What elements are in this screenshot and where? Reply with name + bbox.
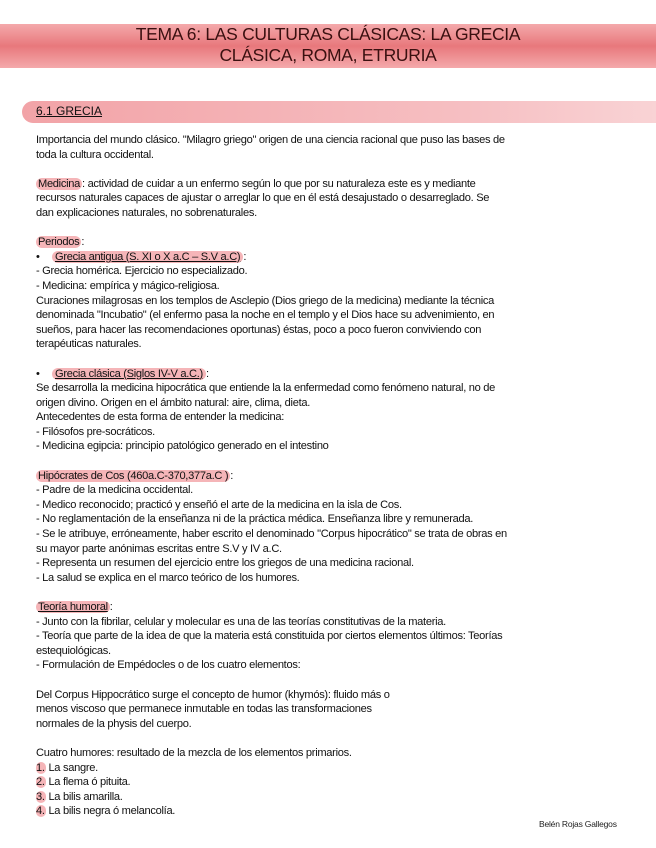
periodos-heading: Periodos : <box>38 236 85 249</box>
bullet: • <box>36 367 40 380</box>
medicina-term: Medicina <box>38 177 80 190</box>
humores-intro: Cuatro humores: resultado de la mezcla de los elementos primarios. <box>36 746 352 759</box>
antigua-line-2: - Medicina: empírica y mágico-religiosa. <box>36 279 220 292</box>
hipocrates-heading: Hipócrates de Cos (460a.C-370,377a.C ) : <box>38 469 234 482</box>
humor-item: 2. La flema ó pituita. <box>36 776 131 789</box>
hipocrates-line-4: - Se le atribuye, erróneamente, haber escrito el denominado "Corpus hipocrático" se trata de obras en <box>36 528 507 541</box>
antigua-line-3: Curaciones milagrosas en los templos de Asclepio (Dios griego de la medicina) mediante la técnica <box>36 294 495 307</box>
humor-item: 4. La bilis negra ó melancolía. <box>36 805 176 818</box>
antigua-heading: • Grecia antigua (S. XI o X a.C – S.V a.C) : <box>36 250 247 263</box>
hipocrates-line-7: - La salud se explica en el marco teórico de los humores. <box>36 571 300 584</box>
hipocrates-line-2: - Medico reconocido; practicó y enseñó el arte de la medicina en la isla de Cos. <box>36 498 402 511</box>
page-title <box>0 24 656 66</box>
hipocrates-line-6: - Representa un resumen del ejercicio entre los griegos de una medicina racional. <box>36 557 414 570</box>
antigua-line-6: terapéuticas naturales. <box>36 338 142 351</box>
document-body <box>36 133 608 819</box>
antigua-line-1: - Grecia homérica. Ejercicio no especializado. <box>36 265 248 278</box>
clasica-line-3: Antecedentes de esta forma de entender la medicina: <box>36 411 285 424</box>
teoria-line-2: - Teoría que parte de la idea de que la materia está constituida por ciertos elementos últimos: Teorías <box>36 630 503 643</box>
humor-item: 3. La bilis amarilla. <box>36 790 123 803</box>
intro-line-1: Importancia del mundo clásico. "Milagro griego" origen de una ciencia racional que puso las bases de <box>36 134 505 146</box>
corpus-line-3: normales de la physis del cuerpo. <box>36 717 192 730</box>
teoria-line-4: - Formulación de Empédocles o de los cuatro elementos: <box>36 659 301 672</box>
corpus-line-1: Del Corpus Hippocrático surge el concepto de humor (khymós): fluido más o <box>36 688 390 701</box>
corpus-line-2: menos viscoso que permanece inmutable en todas las transformaciones <box>36 703 372 716</box>
clasica-line-2: origen divino. Origen en el ámbito natural: aire, clima, dieta. <box>36 396 311 409</box>
intro-line-2: toda la cultura occidental. <box>36 148 154 161</box>
clasica-line-4: - Filósofos pre-socráticos. <box>36 425 155 438</box>
section-number: 6.1 <box>36 104 57 118</box>
hipocrates-line-1: - Padre de la medicina occidental. <box>36 484 193 497</box>
clasica-line-1: Se desarrolla la medicina hipocrática que entiende la la enfermedad como fenómeno natural, no de <box>36 382 496 395</box>
bullet: • <box>36 250 40 263</box>
teoria-line-3: estequiológicas. <box>36 644 111 657</box>
medicina-line-2: recursos naturales capaces de ajustar o arreglar lo que en él está desajustado o desarreglado. Se <box>36 192 490 205</box>
section-name: GRECIA <box>56 104 103 118</box>
humor-item: 1. La sangre. <box>36 761 98 774</box>
teoria-heading: Teoría humoral : <box>38 601 113 613</box>
author-name: Belén Rojas Gallegos <box>539 819 617 829</box>
hipocrates-line-3: - No reglamentación de la enseñanza ni de la práctica médica. Enseñanza libre y remunerada. <box>36 513 474 526</box>
title-line-1: TEMA 6: LAS CULTURAS CLÁSICAS: LA GRECIA <box>135 24 521 44</box>
hipocrates-line-5: su mayor parte anónimas escritas entre S.V y IV a.C. <box>36 542 282 555</box>
clasica-label: Grecia clásica (Siglos IV-V a.C.) <box>52 368 206 380</box>
clasica-heading: • Grecia clásica (Siglos IV-V a.C.) : <box>36 367 209 380</box>
antigua-line-5: sueños, para hacer las recomendaciones oportunas) éstas, poco a poco fueron conviviendo con <box>36 323 482 336</box>
section-heading <box>36 104 102 118</box>
teoria-line-1: - Junto con la fibrilar, celular y molecular es una de las teorías constitutivas de la materia. <box>36 615 446 628</box>
medicina-line-3: dan explicaciones naturales, no sobrenaturales. <box>36 206 257 219</box>
medicina-line-1: Medicina : actividad de cuidar a un enfermo según lo que por su naturaleza este es y mediante <box>38 177 476 190</box>
clasica-line-5: - Medicina egipcia: principio patológico generado en el intestino <box>36 440 329 453</box>
title-line-2: CLÁSICA, ROMA, ETRURIA <box>219 45 437 65</box>
antigua-line-4: denominada "Incubatio" (el enfermo pasa la noche en el templo y el Dios hace su advenimiento, en <box>36 309 495 322</box>
antigua-label: Grecia antigua (S. XI o X a.C – S.V a.C) <box>52 251 243 263</box>
section-band <box>22 101 656 123</box>
